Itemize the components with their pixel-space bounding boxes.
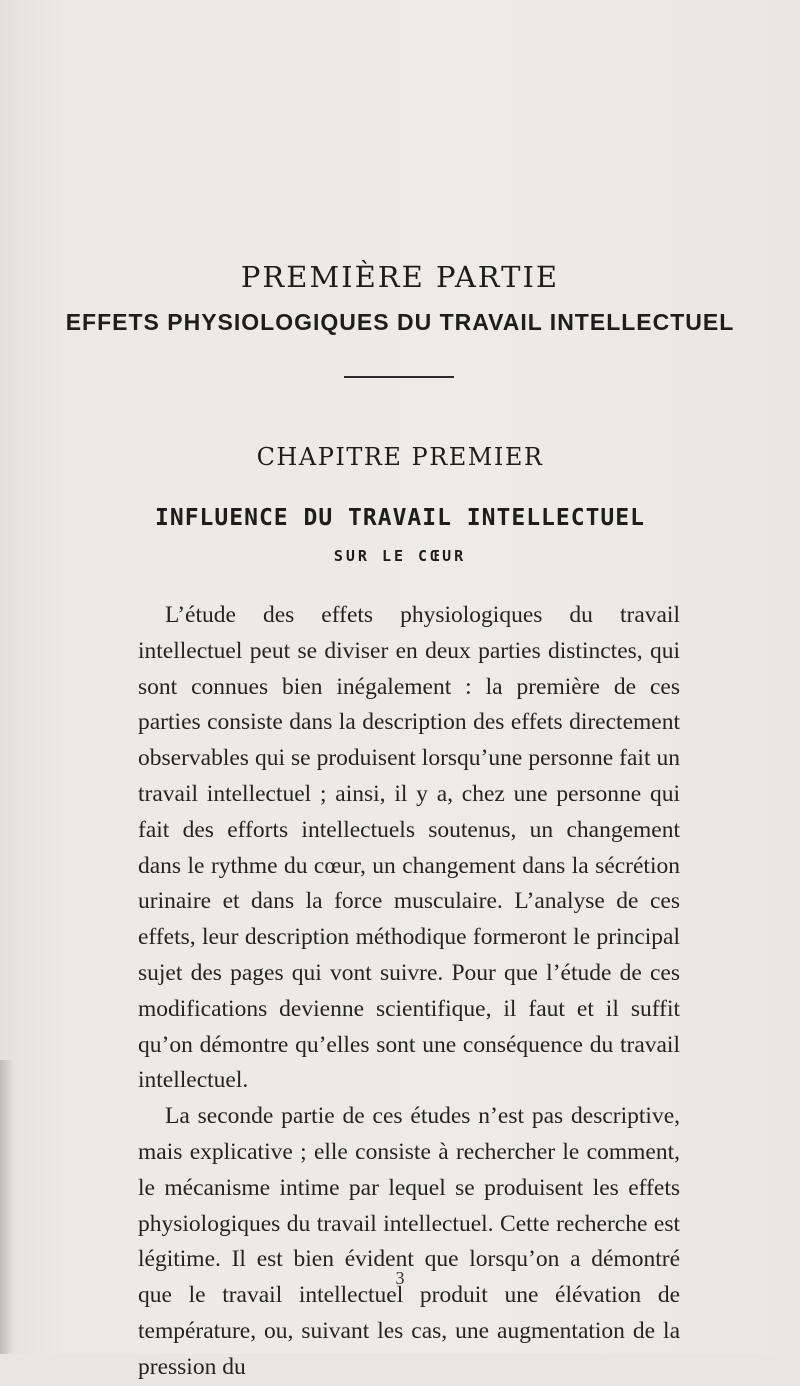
paragraph: La seconde partie de ces études n’est pas descriptive, mais explicative ; elle consiste à rechercher le comment, le mécanisme intime par lequel se produisent les effets physiologiques du travail intellectuel. Cette recherche est légitime. Il est bien évident que lorsqu’on a démontré que le travail intellectuel produit une élévation de température, ou, suivant les cas, une augmentation de la pression du [138, 1103, 680, 1380]
part-title: PREMIÈRE PARTIE [240, 260, 560, 294]
section-divider [344, 376, 454, 378]
chapter-title: CHAPITRE PREMIER [256, 443, 544, 471]
paragraph: L’étude des effets physiologiques du travail intellectuel peut se diviser en deux parties distinctes, qui sont connues bien inégalement : la première de ces parties consiste dans la description des effets directement observables qui se produisent lorsqu’une personne fait un travail intellectuel ; ainsi, il y a, chez une personne qui fait des efforts intellectuels soutenus, un changement dans le rythme du cœur, un changement dans la sécrétion urinaire et dans la force musculaire. L’analyse de ces effets, leur description méthodique formeront le principal sujet des pages qui vont suivre. Pour que l’étude de ces modifications devienne scientifique, il faut et il suffit qu’on démontre qu’elles sont une conséquence du travail intellectuel. [138, 602, 680, 1094]
chapter-subtitle-secondary: SUR LE CŒUR [333, 547, 467, 565]
binding-shadow [0, 1060, 14, 1354]
chapter-subtitle: INFLUENCE DU TRAVAIL INTELLECTUEL [155, 505, 645, 531]
part-subtitle: EFFETS PHYSIOLOGIQUES DU TRAVAIL INTELLECTUEL [65, 309, 735, 335]
page-number: 3 [395, 1268, 405, 1288]
